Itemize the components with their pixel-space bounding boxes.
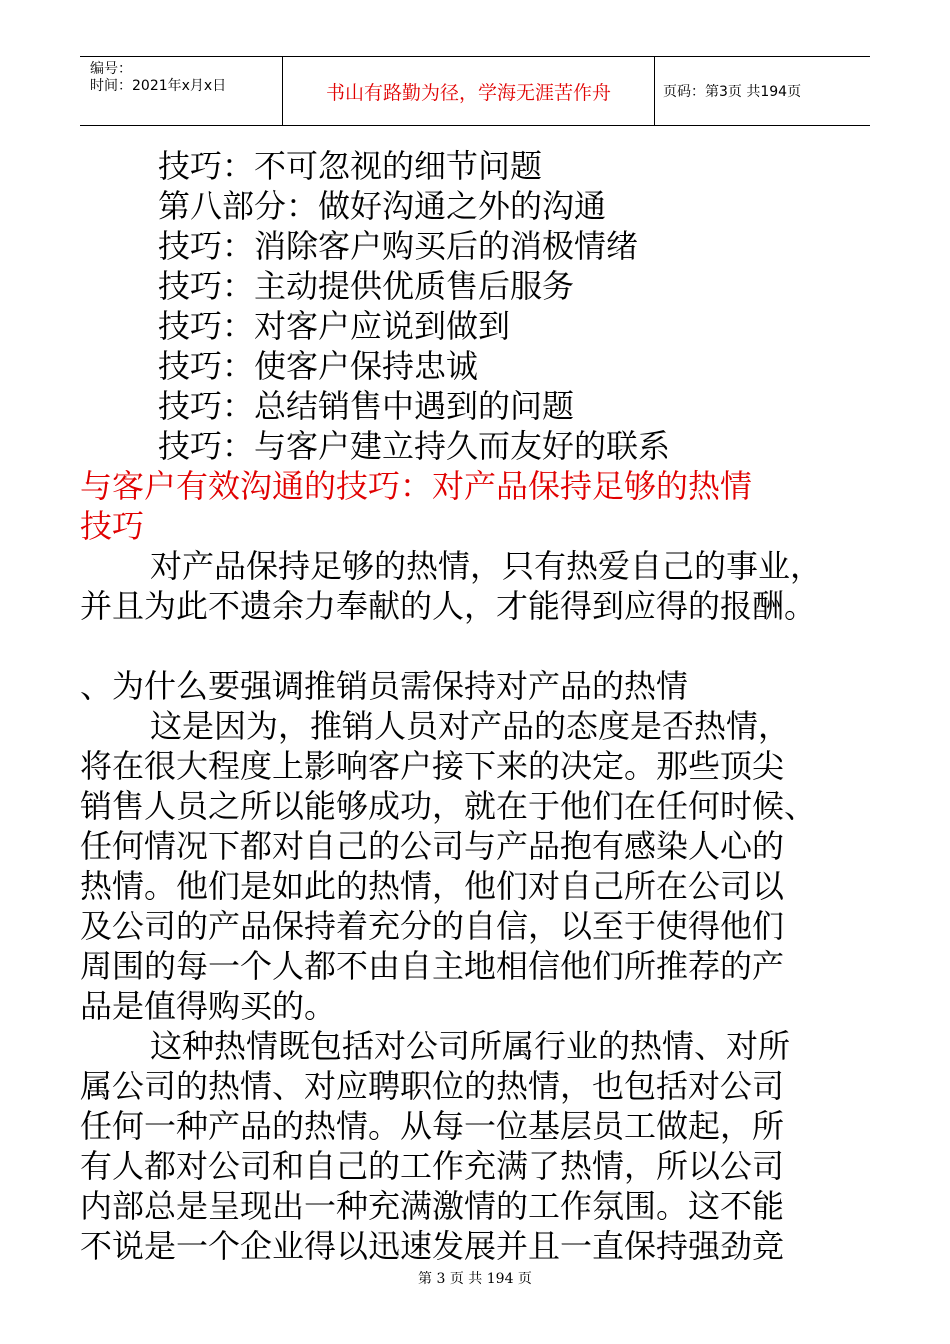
- paragraph-line: 销售人员之所以能够成功，就在于他们在任何时候、: [80, 787, 817, 825]
- toc-item: 技巧：对客户应说到做到: [158, 307, 511, 345]
- paragraph-line: 这是因为，推销人员对产品的态度是否热情，: [150, 707, 791, 745]
- section-title: 与客户有效沟通的技巧：对产品保持足够的热情: [80, 467, 753, 505]
- header-motto: 书山有路勤为径，学海无涯苦作舟: [282, 57, 655, 125]
- document-body: [80, 146, 880, 1266]
- paragraph-line: 周围的每一个人都不由自主地相信他们所推荐的产: [80, 947, 785, 985]
- paragraph-line: 热情。他们是如此的热情，他们对自己所在公司以: [80, 867, 785, 905]
- intro-line: 并且为此不遗余力奉献的人，才能得到应得的报酬。: [80, 587, 817, 625]
- toc-item: 技巧：不可忽视的细节问题: [158, 147, 543, 185]
- toc-item: 第八部分：做好沟通之外的沟通: [158, 187, 607, 225]
- page-footer: 第 3 页 共 194 页: [418, 1271, 532, 1287]
- paragraph-line: 这种热情既包括对公司所属行业的热情、对所: [150, 1027, 791, 1065]
- paragraph-line: 任何一种产品的热情。从每一位基层员工做起，所: [80, 1107, 785, 1145]
- section-title-continued: 技巧: [80, 507, 145, 545]
- paragraph-line: 品是值得购买的。: [80, 987, 337, 1025]
- header-page-info: 页码：第3页 共194页: [663, 84, 802, 100]
- toc-item: 技巧：总结销售中遇到的问题: [158, 387, 575, 425]
- toc-item: 技巧：与客户建立持久而友好的联系: [158, 427, 671, 465]
- paragraph-line: 任何情况下都对自己的公司与产品抱有感染人心的: [80, 827, 785, 865]
- paragraph-line: 不说是一个企业得以迅速发展并且一直保持强劲竞: [80, 1227, 785, 1265]
- intro-line: 对产品保持足够的热情，只有热爱自己的事业，: [150, 547, 823, 585]
- spacer: [80, 626, 880, 666]
- paragraph-line: 及公司的产品保持着充分的自信，以至于使得他们: [80, 907, 785, 945]
- paragraph-line: 有人都对公司和自己的工作充满了热情，所以公司: [80, 1147, 785, 1185]
- toc-item: 技巧：主动提供优质售后服务: [158, 267, 575, 305]
- subheading: 、为什么要强调推销员需保持对产品的热情: [80, 667, 689, 705]
- toc-item: 技巧：使客户保持忠诚: [158, 347, 479, 385]
- document-date: 时间：2021年x月x日: [90, 78, 227, 94]
- paragraph-line: 属公司的热情、对应聘职位的热情，也包括对公司: [80, 1067, 785, 1105]
- header-meta: [80, 57, 282, 125]
- document-number-label: 编号：: [90, 61, 132, 77]
- toc-item: 技巧：消除客户购买后的消极情绪: [158, 227, 639, 265]
- page-header: [80, 56, 870, 126]
- paragraph-line: 将在很大程度上影响客户接下来的决定。那些顶尖: [80, 747, 785, 785]
- paragraph-line: 内部总是呈现出一种充满激情的工作氛围。这不能: [80, 1187, 785, 1225]
